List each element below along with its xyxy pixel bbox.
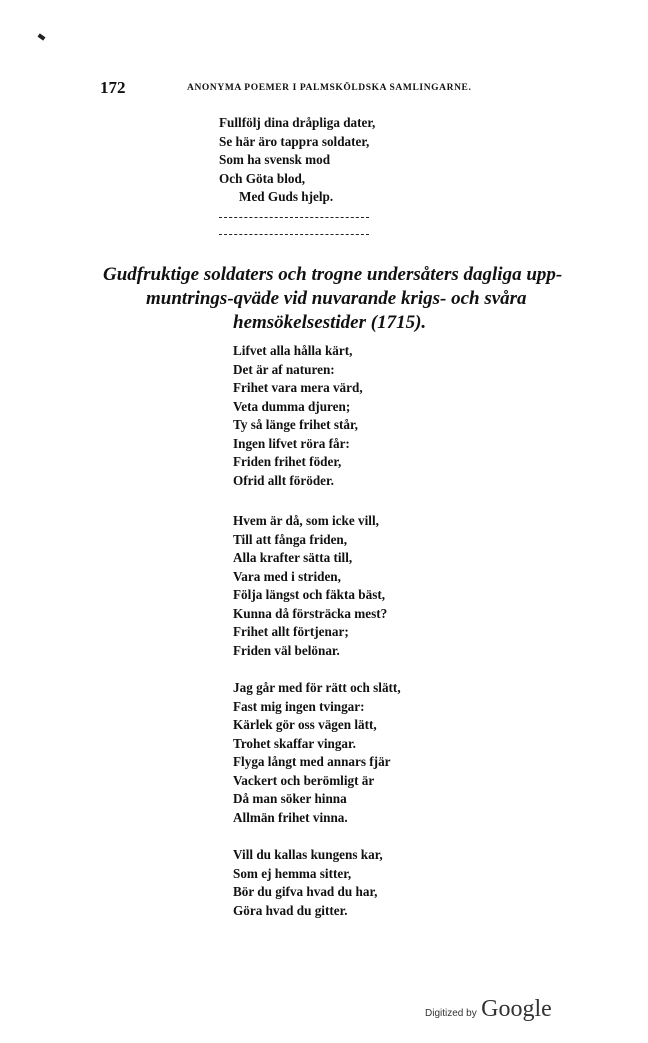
running-head: ANONYMA POEMER I PALMSKÖLDSKA SAMLINGARNE. <box>187 83 472 93</box>
verse-line: Jag går med för rätt och slätt, <box>233 680 401 695</box>
verse-line: Kärlek gör oss vägen lätt, <box>233 717 377 732</box>
verse-line: Med Guds hjelp. <box>239 189 334 204</box>
google-watermark <box>425 996 552 1023</box>
verse-line: Fast mig ingen tvingar: <box>233 698 365 714</box>
dash-separator <box>219 234 369 235</box>
verse-line: Vill du kallas kungens kar, <box>233 847 383 862</box>
poem-stanza-3 <box>233 679 401 827</box>
verse-line: Till att fånga friden, <box>233 531 348 547</box>
page-number: 172 <box>100 78 126 97</box>
verse-line: Frihet allt förtjenar; <box>233 624 349 639</box>
verse-line: Då man söker hinna <box>233 791 347 806</box>
verse-line: Fullfölj dina dråpliga dater, <box>219 115 376 130</box>
poem-title-line: muntrings-qväde vid nuvarande krigs- och svåra <box>146 288 527 309</box>
verse-line: Trohet skaffar vingar. <box>233 735 356 751</box>
dash-separator <box>219 217 369 218</box>
watermark-prefix: Digitized by <box>425 1008 477 1019</box>
verse-line: Ty så länge frihet står, <box>233 417 358 432</box>
verse-line: Ingen lifvet röra får: <box>233 435 350 451</box>
verse-line: Hvem är då, som icke vill, <box>233 513 379 528</box>
poem-stanza-4 <box>233 846 383 920</box>
poem-stanza-2 <box>233 512 387 660</box>
verse-line: Bör du gifva hvad du har, <box>233 884 378 899</box>
verse-line: Som ha svensk mod <box>219 152 331 167</box>
poem-title-line: hemsökelsestider (1715). <box>233 312 427 333</box>
verse-line: Se här äro tappra soldater, <box>219 133 370 149</box>
first-stanza <box>219 114 375 207</box>
verse-line: Veta dumma djuren; <box>233 398 351 414</box>
verse-line: Frihet vara mera värd, <box>233 380 363 395</box>
verse-line: Flyga långt med annars fjär <box>233 754 391 769</box>
verse-line: Alla krafter sätta till, <box>233 550 353 565</box>
verse-line: Kunna då försträcka mest? <box>233 605 388 621</box>
verse-line: Vackert och berömligt är <box>233 772 375 788</box>
verse-line: Friden väl belönar. <box>233 642 340 658</box>
verse-line: Vara med i striden, <box>233 568 341 584</box>
poem-title-line: Gudfruktige soldaters och trogne undersåters dagliga upp- <box>103 264 563 285</box>
verse-line: Allmän frihet vinna. <box>233 809 348 825</box>
verse-line: Friden frihet föder, <box>233 454 342 469</box>
verse-line: Lifvet alla hålla kärt, <box>233 343 353 358</box>
verse-line: Som ej hemma sitter, <box>233 865 352 881</box>
watermark-brand: Google <box>481 996 552 1022</box>
verse-line: Och Göta blod, <box>219 170 306 186</box>
poem-stanza-1 <box>233 342 363 490</box>
verse-line: Ofrid allt föröder. <box>233 472 334 488</box>
verse-line: Det är af naturen: <box>233 361 335 377</box>
verse-line: Följa längst och fäkta bäst, <box>233 587 386 602</box>
scan-mark <box>37 33 45 40</box>
verse-line: Göra hvad du gitter. <box>233 902 348 918</box>
